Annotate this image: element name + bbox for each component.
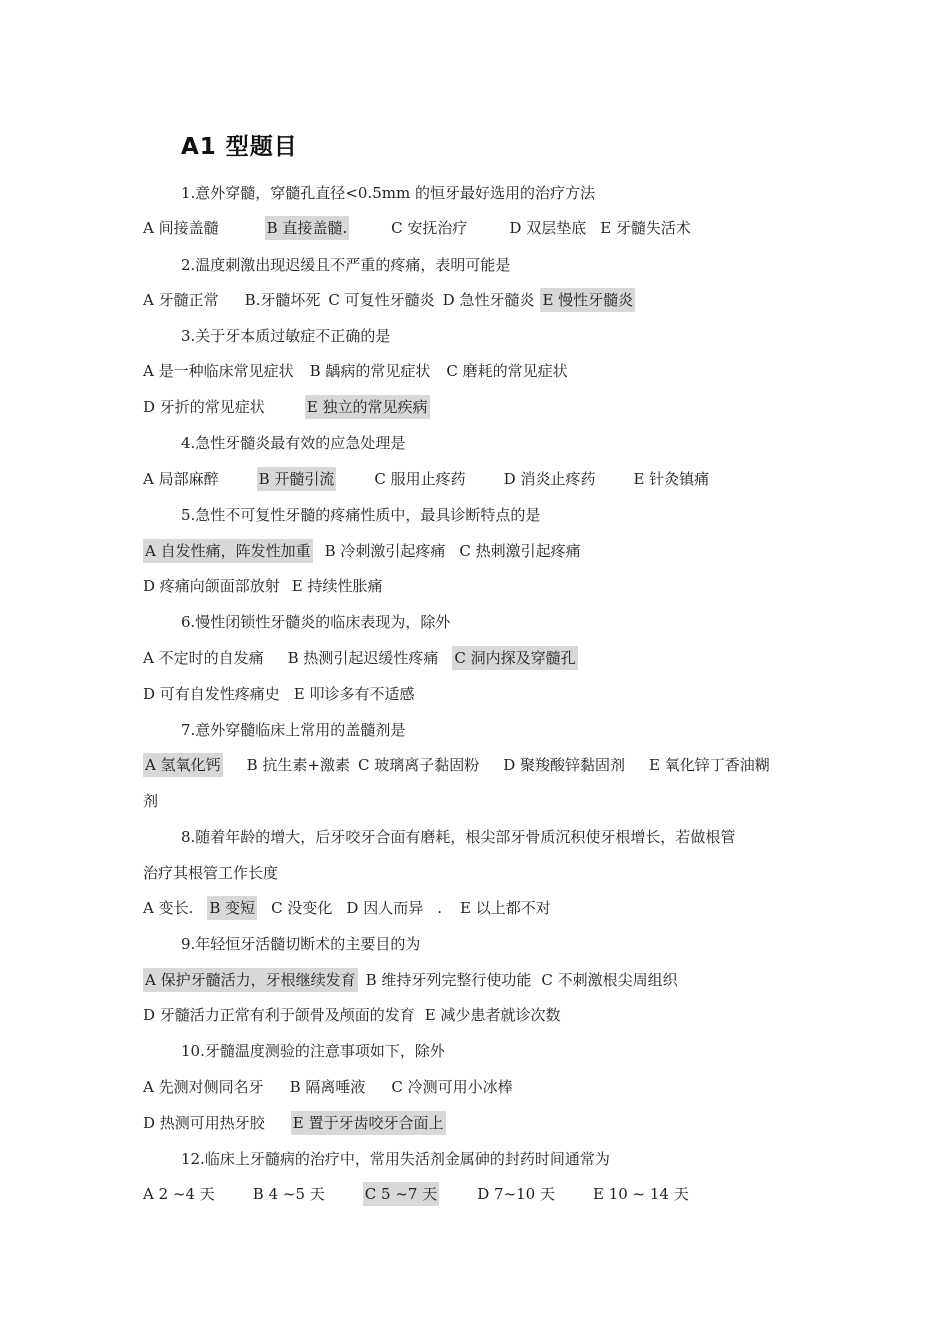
option-line — [143, 1075, 513, 1099]
option-highlighted: E 慢性牙髓炎 — [540, 288, 635, 312]
question-stem: 2.温度刺激出现迟缓且不严重的疼痛，表明可能是 — [181, 256, 511, 274]
option-highlighted: B 开髓引流 — [257, 467, 337, 491]
option-line — [143, 467, 709, 491]
question-stem: 8.随着年龄的增大，后牙咬牙合面有磨耗，根尖部牙骨质沉积使牙根增长，若做根管 — [181, 828, 736, 846]
option: B 隔离唾液 — [289, 1078, 366, 1096]
option: B.牙髓坏死 — [244, 291, 321, 309]
option: D 热测可用热牙胶 — [143, 1114, 265, 1132]
option-highlighted: C 5 ~7 天 — [363, 1182, 439, 1206]
option-line — [143, 1003, 561, 1027]
option: A 变长. — [143, 899, 194, 917]
option: C 可复性牙髓炎 — [328, 291, 435, 309]
option-highlighted: B 变短 — [207, 896, 257, 920]
option-line — [143, 896, 551, 920]
option: E 牙髓失活术 — [600, 219, 691, 237]
option: B 4 ~5 天 — [252, 1185, 325, 1203]
option: E 氧化锌丁香油糊 — [649, 756, 770, 774]
option: E 持续性胀痛 — [291, 577, 383, 595]
question-stem: 1.意外穿髓，穿髓孔直径<0.5mm 的恒牙最好选用的治疗方法 — [181, 184, 595, 202]
option: C 热刺激引起疼痛 — [459, 542, 581, 560]
option-line — [143, 753, 770, 777]
option-wrap: 剂 — [143, 792, 159, 810]
question-stem: 9.年轻恒牙活髓切断术的主要目的为 — [181, 935, 421, 953]
option: A 牙髓正常 — [143, 291, 219, 309]
option: A 先测对侧同名牙 — [143, 1078, 264, 1096]
option: D 疼痛向颌面部放射 — [143, 577, 280, 595]
option: C 玻璃离子黏固粉 — [357, 756, 480, 774]
option-line — [143, 395, 430, 419]
question-stem: 4.急性牙髓炎最有效的应急处理是 — [181, 434, 406, 452]
question-stem: 5.急性不可复性牙髓的疼痛性质中，最具诊断特点的是 — [181, 506, 541, 524]
option: A 不定时的自发痛 — [143, 649, 264, 667]
option: A 局部麻醉 — [143, 470, 219, 488]
option: A 是一种临床常见症状 — [143, 362, 294, 380]
option: D 双层垫底 — [509, 219, 587, 237]
section-title: A1 型题目 — [181, 134, 298, 160]
option-line — [143, 968, 678, 992]
option: D 7~10 天 — [477, 1185, 555, 1203]
option: E 叩诊多有不适感 — [293, 685, 415, 703]
option: D 牙髓活力正常有利于颌骨及颅面的发育 — [143, 1006, 415, 1024]
option: C 服用止疼药 — [374, 470, 466, 488]
option-line — [143, 574, 383, 598]
option: B 冷刺激引起疼痛 — [324, 542, 446, 560]
option-line — [143, 539, 581, 563]
option: . — [437, 899, 442, 917]
option: B 维持牙列完整行使功能 — [365, 971, 532, 989]
option-highlighted: E 独立的常见疾病 — [305, 395, 430, 419]
option: B 热测引起迟缓性疼痛 — [287, 649, 439, 667]
option-highlighted: A 氢氧化钙 — [143, 753, 223, 777]
option-line — [143, 1182, 689, 1206]
question-stem: 7.意外穿髓临床上常用的盖髓剂是 — [181, 721, 406, 739]
option: C 冷测可用小冰棒 — [391, 1078, 513, 1096]
option: C 磨耗的常见症状 — [446, 362, 568, 380]
option-line — [143, 646, 578, 670]
question-stem: 6.慢性闭锁性牙髓炎的临床表现为，除外 — [181, 613, 451, 631]
option: C 没变化 — [271, 899, 333, 917]
option: A 2 ~4 天 — [143, 1185, 215, 1203]
option-highlighted: B 直接盖髓. — [265, 216, 350, 240]
option: A 间接盖髓 — [143, 219, 219, 237]
option-highlighted: A 保护牙髓活力，牙根继续发育 — [143, 968, 358, 992]
option: E 10 ~ 14 天 — [592, 1185, 689, 1203]
option: B 龋病的常见症状 — [309, 362, 431, 380]
option: C 安抚治疗 — [391, 219, 468, 237]
option: D 牙折的常见症状 — [143, 398, 265, 416]
option-line — [143, 1111, 446, 1135]
option-line — [143, 288, 635, 312]
option: E 针灸镇痛 — [633, 470, 710, 488]
question-stem: 3.关于牙本质过敏症不正确的是 — [181, 327, 391, 345]
option: D 因人而异 — [346, 899, 424, 917]
question-stem: 12.临床上牙髓病的治疗中，常用失活剂金属砷的封药时间通常为 — [181, 1150, 610, 1168]
option: D 聚羧酸锌黏固剂 — [503, 756, 626, 774]
option: D 可有自发性疼痛史 — [143, 685, 280, 703]
option: E 以上都不对 — [460, 899, 551, 917]
option-line — [143, 682, 415, 706]
option-line — [143, 359, 568, 383]
option: D 急性牙髓炎 — [442, 291, 535, 309]
option-highlighted: A 自发性痛，阵发性加重 — [143, 539, 313, 563]
option: D 消炎止疼药 — [503, 470, 596, 488]
option: E 减少患者就诊次数 — [424, 1006, 561, 1024]
option-highlighted: C 洞内探及穿髓孔 — [452, 646, 577, 670]
option-highlighted: E 置于牙齿咬牙合面上 — [291, 1111, 446, 1135]
option-line — [143, 216, 691, 240]
question-stem: 10.牙髓温度测验的注意事项如下，除外 — [181, 1042, 445, 1060]
question-stem-wrap: 治疗其根管工作长度 — [143, 864, 279, 882]
option: B 抗生素+激素 — [246, 756, 350, 774]
option: C 不刺激根尖周组织 — [541, 971, 678, 989]
